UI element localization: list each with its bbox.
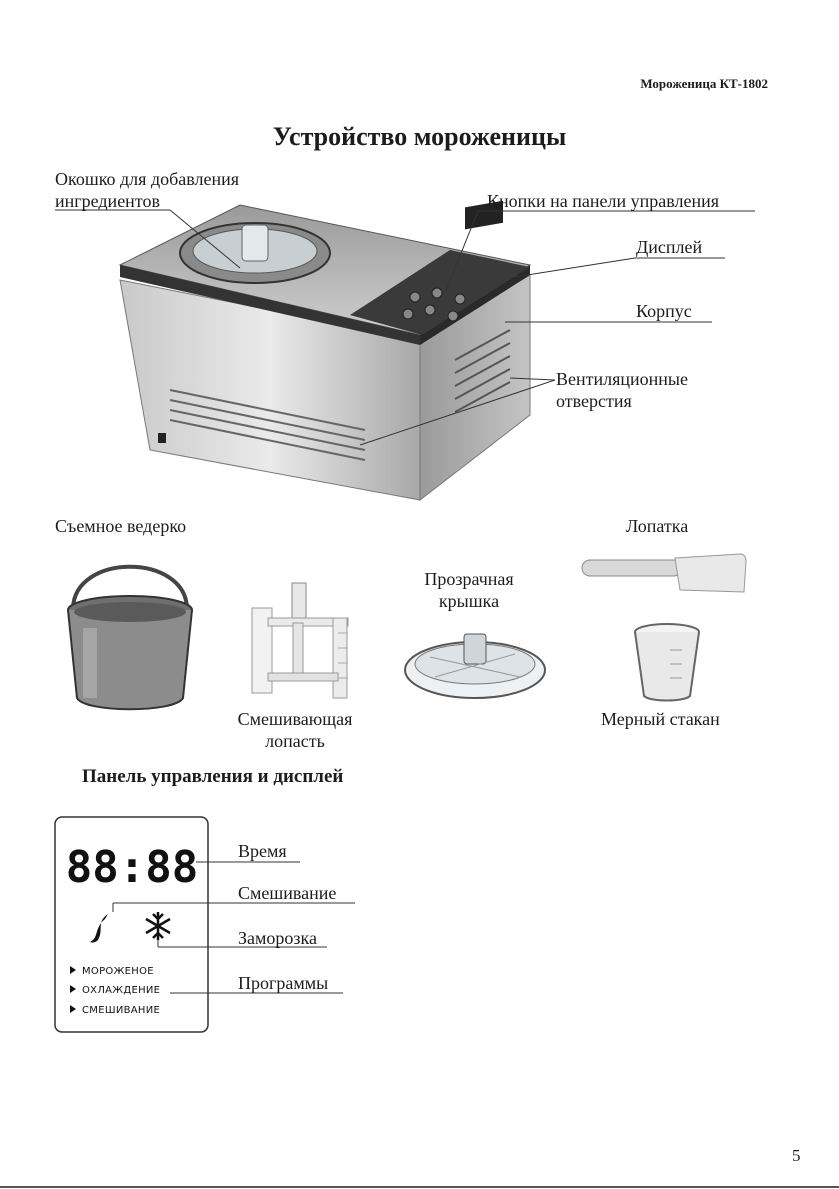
page-title: Устройство мороженицы [272,122,567,151]
label-freezing: Заморозка [238,928,317,948]
label-paddle-line1: Смешивающая [237,709,353,729]
label-mixing: Смешивание [238,883,337,903]
program-mixing: СМЕШИВАНИЕ [82,1005,161,1016]
label-lid-line1: Прозрачная [424,569,514,589]
label-window-line2: ингредиентов [55,191,160,211]
measuring-cup-image [630,620,705,705]
label-programs: Программы [238,973,329,993]
spatula-image [580,552,750,597]
label-bucket: Съемное ведерко [55,516,187,536]
label-paddle-line2: лопасть [265,731,325,751]
label-body: Корпус [636,301,692,321]
bucket-image [55,548,205,723]
device-callout-lines [0,0,839,520]
header-model: Мороженица КТ-1802 [640,76,768,91]
panel-section-heading: Панель управления и дисплей [82,766,344,787]
program-ice-cream: МОРОЖЕНОЕ [82,966,154,977]
label-time: Время [238,841,287,861]
label-window-line1: Окошко для добавления [55,169,240,189]
transparent-lid-image [400,622,550,707]
label-vents-line2: отверстия [556,391,632,411]
label-spatula: Лопатка [626,516,689,536]
page-number: 5 [792,1146,801,1165]
label-lid-line2: крышка [438,591,500,611]
program-cooling: ОХЛАЖДЕНИЕ [82,985,161,996]
label-vents-line1: Вентиляционные [556,369,689,389]
label-display: Дисплей [636,237,703,257]
display-digits: 88:88 [65,842,199,893]
mixing-paddle-image [238,578,368,703]
footer-rule [0,1186,839,1188]
label-measuring-cup: Мерный стакан [601,709,720,729]
label-buttons: Кнопки на панели управления [487,191,720,211]
control-panel-display [0,810,400,1040]
